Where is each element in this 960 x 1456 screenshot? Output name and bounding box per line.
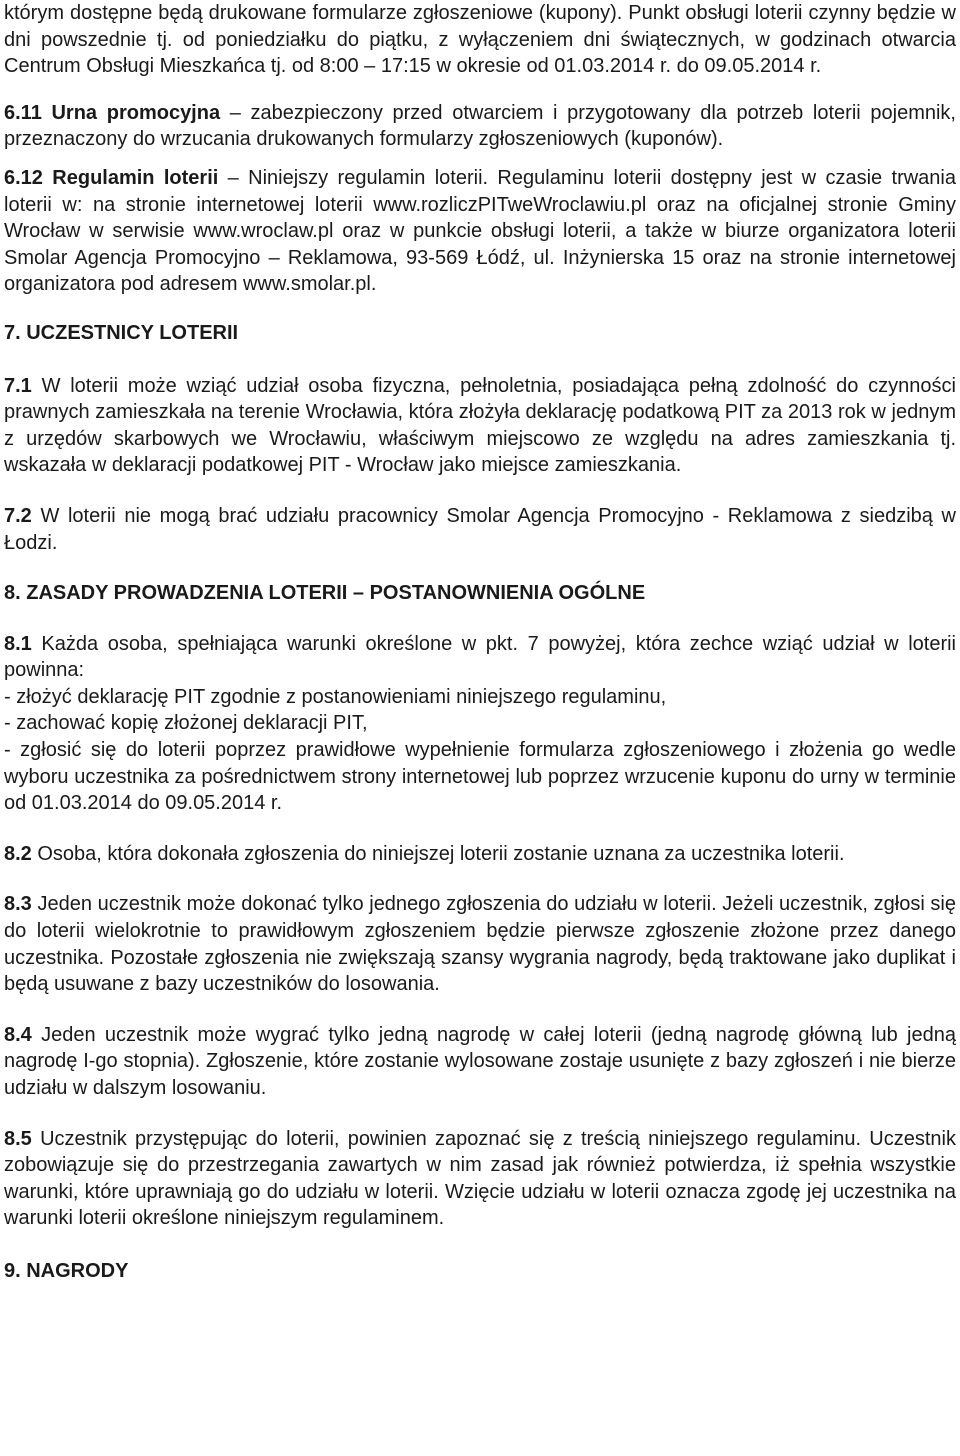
section-7-2-text: W loterii nie mogą brać udziału pracownicy Smolar Agencja Promocyjno - Reklamowa z siedzibą w Łodzi.: [4, 504, 956, 554]
section-8-2-num: 8.2: [4, 842, 32, 865]
heading-8: 8. ZASADY PROWADZENIA LOTERII – POSTANOWNIENIA OGÓLNE: [4, 582, 646, 605]
section-8-4-num: 8.4: [4, 1023, 32, 1046]
paragraph-intro: którym dostępne będą drukowane formularze zgłoszeniowe (kupony). Punkt obsługi loterii czynny będzie w dni powszednie tj. od poniedziałku do piątku, z wyłączeniem dni świątecznych, w godzinach otwarcia Centrum Obsługi Mieszkańca tj. od 8:00 – 17:15 w okresie od 01.03.2014 r. do 09.05.2014 r.: [4, 2, 956, 78]
section-6-12-text1: – Niniejszy regulamin loterii.: [218, 166, 489, 189]
section-8-4: [4, 1022, 956, 1102]
section-8-3-num: 8.3: [4, 893, 32, 916]
section-7-2-num: 7.2: [4, 504, 32, 527]
section-6-11-text: – zabezpieczony przed otwarciem i przygotowany dla potrzeb loterii pojemnik, przeznaczony do wrzucania drukowanych formularzy zgłoszeniowych (kuponów).: [4, 101, 956, 151]
section-7-1-num: 7.1: [4, 374, 32, 397]
section-7-1: [4, 373, 956, 479]
section-8-1-text: Każda osoba, spełniająca warunki określone w pkt. 7 powyżej, która zechce wziąć udział w loterii powinna:: [4, 632, 956, 682]
section-8-3-text: Jeden uczestnik może dokonać tylko jednego zgłoszenia do udziału w loterii. Jeżeli uczestnik, zgłosi się do loterii wielokrotnie to prawidłowym zgłoszeniem będzie pierwsze zgłoszenie złożone przez danego uczestnika. Pozostałe zgłoszenia nie zwiększają szansy wygrania nagrody, będą traktowane jako duplikat i będą usuwane z bazy uczestników do losowania.: [4, 893, 956, 996]
section-6-11: [4, 100, 956, 153]
list-item: - zachować kopię złożonej deklaracji PIT,: [4, 712, 368, 735]
heading-9: 9. NAGRODY: [4, 1259, 129, 1282]
section-7-1-text: W loterii może wziąć udział osoba fizyczna, pełnoletnia, posiadająca pełną zdolność do czynności prawnych zamieszkała na terenie Wrocławia, która złożyła deklarację podatkową PIT za 2013 rok w jednym z urzędów skarbowych we Wrocławiu, właściwym miejscowo ze względu na adres zamieszkania tj. wskazała w deklaracji podatkowej PIT - Wrocław jako miejsce zamieszkania.: [4, 374, 956, 477]
section-6-12-text2: Regulaminu loterii dostępny jest w czasie trwania loterii w: na stronie internetowej loterii www.rozliczPITweWroclawiu.pl oraz na oficjalnej stronie Gminy Wrocław w serwisie www.wroclaw.pl oraz w punkcie obsługi loterii, a także w biurze organizatora loterii Smolar Agencja Promocyjno – Reklamowa, 93-569 Łódź, ul. Inżynierska 15 oraz na stronie internetowej organizatora pod adresem www.smolar.pl.: [4, 166, 956, 296]
section-8-5-text: Uczestnik przystępując do loterii, powinien zapoznać się z treścią niniejszego regulaminu. Uczestnik zobowiązuje się do przestrzegania zawartych w nim zasad jak również potwierdza, iż spełnia wszystkie warunki, które uprawniają go do udziału w loterii. Wzięcie udziału w loterii oznacza zgodę jej uczestnika na warunki loterii określone niniejszym regulaminem.: [4, 1127, 956, 1230]
heading-7: 7. UCZESTNICY LOTERII: [4, 321, 239, 344]
section-8-3: [4, 891, 956, 997]
section-8-1: [4, 631, 956, 684]
list-item: - złożyć deklarację PIT zgodnie z postanowieniami niniejszego regulaminu,: [4, 685, 667, 708]
section-7-2: [4, 503, 956, 556]
section-6-11-term: 6.11 Urna promocyjna: [4, 101, 221, 124]
section-8-1-num: 8.1: [4, 632, 32, 655]
section-8-5: [4, 1126, 956, 1232]
section-8-4-text: Jeden uczestnik może wygrać tylko jedną nagrodę w całej loterii (jedną nagrodę główną lub jedną nagrodę I-go stopnia). Zgłoszenie, które zostanie wylosowane zostaje usunięte z bazy zgłoszeń i nie bierze udziału w dalszym losowaniu.: [4, 1023, 956, 1099]
section-8-2-text: Osoba, która dokonała zgłoszenia do niniejszej loterii zostanie uznana za uczestnika loterii.: [31, 842, 845, 865]
list-item: - zgłosić się do loterii poprzez prawidłowe wypełnienie formularza zgłoszeniowego i złożenia go wedle wyboru uczestnika za pośrednictwem strony internetowej lub poprzez wrzucenie kuponu do urny w terminie od 01.03.2014 do 09.05.2014 r.: [4, 739, 956, 815]
section-6-12: [4, 165, 956, 298]
section-8-5-num: 8.5: [4, 1127, 32, 1150]
section-6-12-term: 6.12 Regulamin loterii: [4, 166, 219, 189]
section-8-2: [4, 841, 956, 868]
